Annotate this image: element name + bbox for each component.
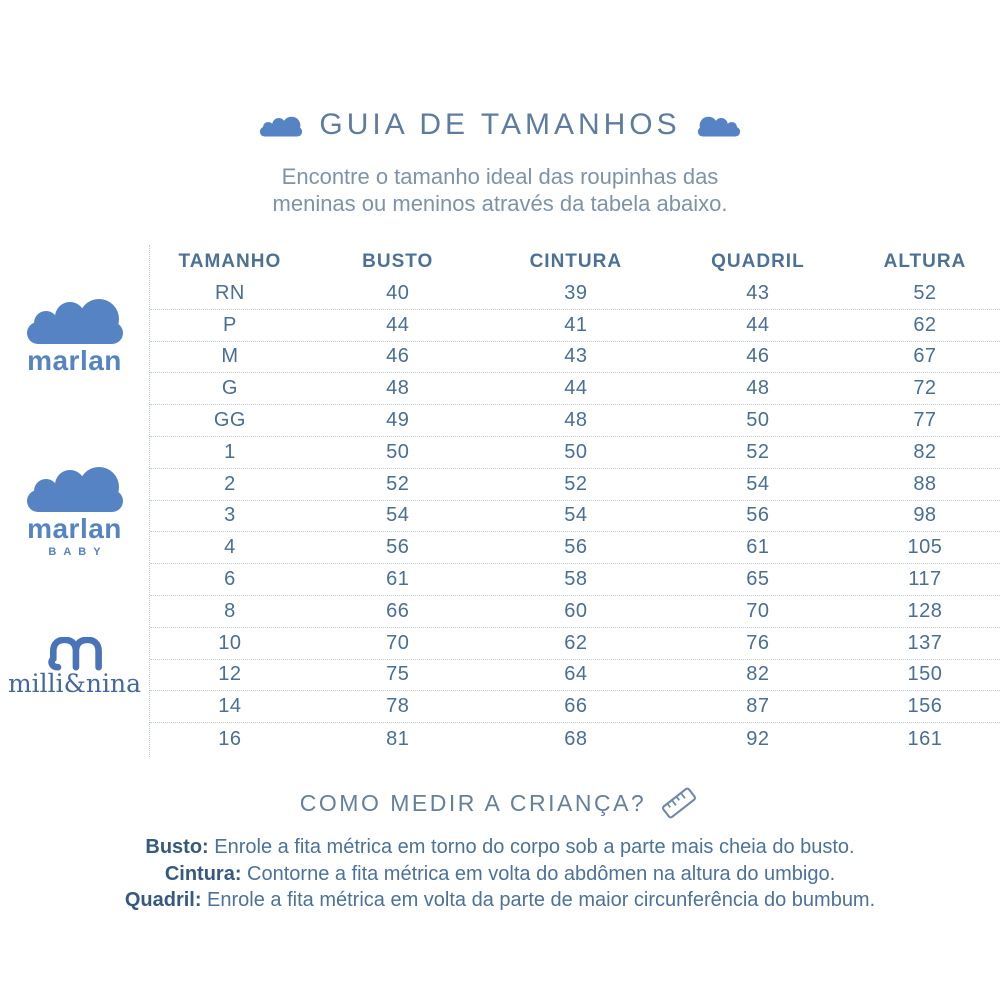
measurement-cell: 44 [564, 377, 588, 400]
size-label-cell: GG [213, 409, 246, 432]
page-subtitle [0, 163, 1000, 217]
measurement-cell: 41 [564, 313, 588, 336]
table-row-m [150, 342, 1000, 374]
instruction-quadril-text: Enrole a fita métrica em volta da parte de maior circunferência do bumbum. [201, 889, 876, 911]
measurement-cell: 54 [746, 472, 770, 495]
size-label-cell: 6 [224, 568, 236, 591]
size-label-cell: 3 [224, 504, 236, 527]
cloud-icon [697, 114, 741, 137]
measurement-cell: 64 [564, 663, 588, 686]
table-row-10 [150, 628, 1000, 660]
measurement-cell: 81 [386, 727, 410, 750]
measurement-cell: 105 [907, 536, 943, 559]
milli-nina-wordmark: milli&nina [7, 669, 142, 698]
measurement-cell: 88 [913, 472, 937, 495]
measurement-cell: 43 [746, 281, 770, 304]
measurement-cell: 43 [564, 345, 588, 368]
measurement-cell: 70 [746, 599, 770, 622]
size-label-cell: P [222, 313, 237, 336]
measurement-cell: 62 [564, 631, 588, 654]
measurement-cell: 52 [913, 281, 937, 304]
measurement-cell: 77 [913, 409, 937, 432]
table-row-p [150, 310, 1000, 342]
measurement-cell: 98 [913, 504, 937, 527]
measurement-cell: 150 [907, 663, 943, 686]
instruction-cintura-label: Cintura: [164, 862, 242, 885]
measurement-cell: 54 [386, 504, 410, 527]
milli-nina-m-icon [44, 637, 106, 671]
table-row-1 [150, 437, 1000, 469]
size-label-cell: 1 [224, 440, 236, 463]
brand-logo-column [0, 245, 149, 765]
measurement-cell: 87 [746, 695, 770, 718]
measurement-cell: 128 [907, 599, 943, 622]
measurement-cell: 50 [564, 440, 588, 463]
measurement-cell: 156 [907, 695, 943, 718]
measurement-cell: 39 [564, 281, 588, 304]
measurement-cell: 137 [907, 631, 943, 654]
table-row-4 [150, 532, 1000, 564]
measurement-cell: 70 [386, 631, 410, 654]
measurement-cell: 54 [564, 504, 588, 527]
measurement-cell: 56 [746, 504, 770, 527]
measurement-cell: 52 [564, 472, 588, 495]
instruction-cintura-text: Contorne a fita métrica em volta do abdômen na altura do umbigo. [241, 862, 836, 885]
size-label-cell: G [221, 377, 238, 400]
how-to-measure-title: COMO MEDIR A CRIANÇA? [299, 789, 647, 816]
table-row-6 [150, 564, 1000, 596]
size-label-cell: 12 [218, 663, 242, 686]
marlan-baby-wordmark: marlan [27, 513, 122, 544]
size-label-cell: 10 [218, 631, 242, 654]
instruction-cintura [0, 861, 1000, 888]
marlan-logo [0, 293, 149, 375]
table-row-2 [150, 469, 1000, 501]
table-row-14 [150, 691, 1000, 723]
measurement-cell: 52 [746, 440, 770, 463]
measurement-cell: 58 [564, 568, 588, 591]
measurement-cell: 66 [564, 695, 588, 718]
size-table-body [150, 278, 1000, 755]
cloud-icon [23, 461, 127, 513]
instruction-busto-label: Busto: [145, 836, 209, 858]
measurement-cell: 56 [564, 536, 588, 559]
column-header-altura: ALTURA [883, 250, 967, 272]
measurement-cell: 52 [386, 472, 410, 495]
table-row-rn [150, 278, 1000, 310]
measurement-cell: 78 [386, 695, 410, 718]
measurement-cell: 46 [386, 345, 410, 368]
column-header-quadril: QUADRIL [711, 250, 805, 272]
page-title-row [0, 108, 1000, 142]
marlan-baby-sublabel: BABY [48, 546, 108, 558]
measurement-cell: 62 [913, 313, 937, 336]
measurement-cell: 92 [746, 727, 770, 750]
measurement-cell: 46 [746, 345, 770, 368]
measurement-cell: 117 [908, 568, 942, 591]
table-row-16 [150, 723, 1000, 755]
measurement-cell: 49 [386, 409, 410, 432]
measurement-cell: 44 [386, 313, 410, 336]
measurement-cell: 61 [386, 568, 410, 591]
measurement-cell: 56 [386, 536, 410, 559]
cloud-icon [259, 114, 303, 137]
measurement-cell: 44 [746, 313, 770, 336]
measurement-cell: 161 [907, 727, 943, 750]
size-label-cell: 2 [224, 472, 236, 495]
size-label-cell: M [221, 345, 239, 368]
measurement-cell: 76 [746, 631, 770, 654]
size-label-cell: RN [214, 281, 245, 304]
measurement-cell: 50 [386, 440, 410, 463]
measurement-cell: 82 [746, 663, 770, 686]
table-row-8 [150, 596, 1000, 628]
marlan-wordmark: marlan [27, 345, 122, 376]
table-row-gg [150, 405, 1000, 437]
size-label-cell: 8 [224, 599, 236, 622]
ruler-icon [658, 782, 700, 824]
measurement-cell: 48 [564, 409, 588, 432]
milli-nina-logo [0, 637, 149, 697]
measurement-cell: 61 [746, 536, 770, 559]
cloud-icon [23, 293, 127, 345]
column-header-cintura: CINTURA [529, 250, 623, 272]
table-row-3 [150, 501, 1000, 533]
measurement-cell: 68 [564, 727, 588, 750]
measuring-instructions [0, 834, 1000, 914]
size-label-cell: 14 [218, 695, 242, 718]
marlan-baby-logo [0, 461, 149, 558]
measurement-cell: 67 [913, 345, 937, 368]
measurement-cell: 72 [913, 377, 937, 400]
instruction-busto-text: Enrole a fita métrica em torno do corpo sob a parte mais cheia do busto. [208, 836, 855, 858]
size-label-cell: 16 [218, 727, 242, 750]
instruction-busto [0, 834, 1000, 861]
column-header-busto: BUSTO [362, 250, 434, 272]
measurement-cell: 82 [913, 440, 937, 463]
table-row-g [150, 373, 1000, 405]
size-label-cell: 4 [224, 536, 236, 559]
measurement-cell: 60 [564, 599, 588, 622]
measurement-cell: 48 [746, 377, 770, 400]
instruction-quadril-label: Quadril: [124, 889, 202, 911]
measurement-cell: 65 [746, 568, 770, 591]
measurement-cell: 50 [746, 409, 770, 432]
size-table-header [150, 245, 1000, 278]
measurement-cell: 66 [386, 599, 410, 622]
how-to-measure-row [0, 782, 1000, 824]
measurement-cell: 48 [386, 377, 410, 400]
instruction-quadril [0, 887, 1000, 914]
table-row-12 [150, 660, 1000, 692]
subtitle-line-1: Encontre o tamanho ideal das roupinhas das [281, 164, 719, 189]
measurement-cell: 40 [386, 281, 410, 304]
size-table [149, 245, 1000, 757]
page-title: GUIA DE TAMANHOS [319, 108, 681, 141]
measurement-cell: 75 [386, 663, 410, 686]
subtitle-line-2: meninas ou meninos através da tabela abaixo. [272, 191, 728, 216]
column-header-tamanho: TAMANHO [178, 250, 282, 272]
